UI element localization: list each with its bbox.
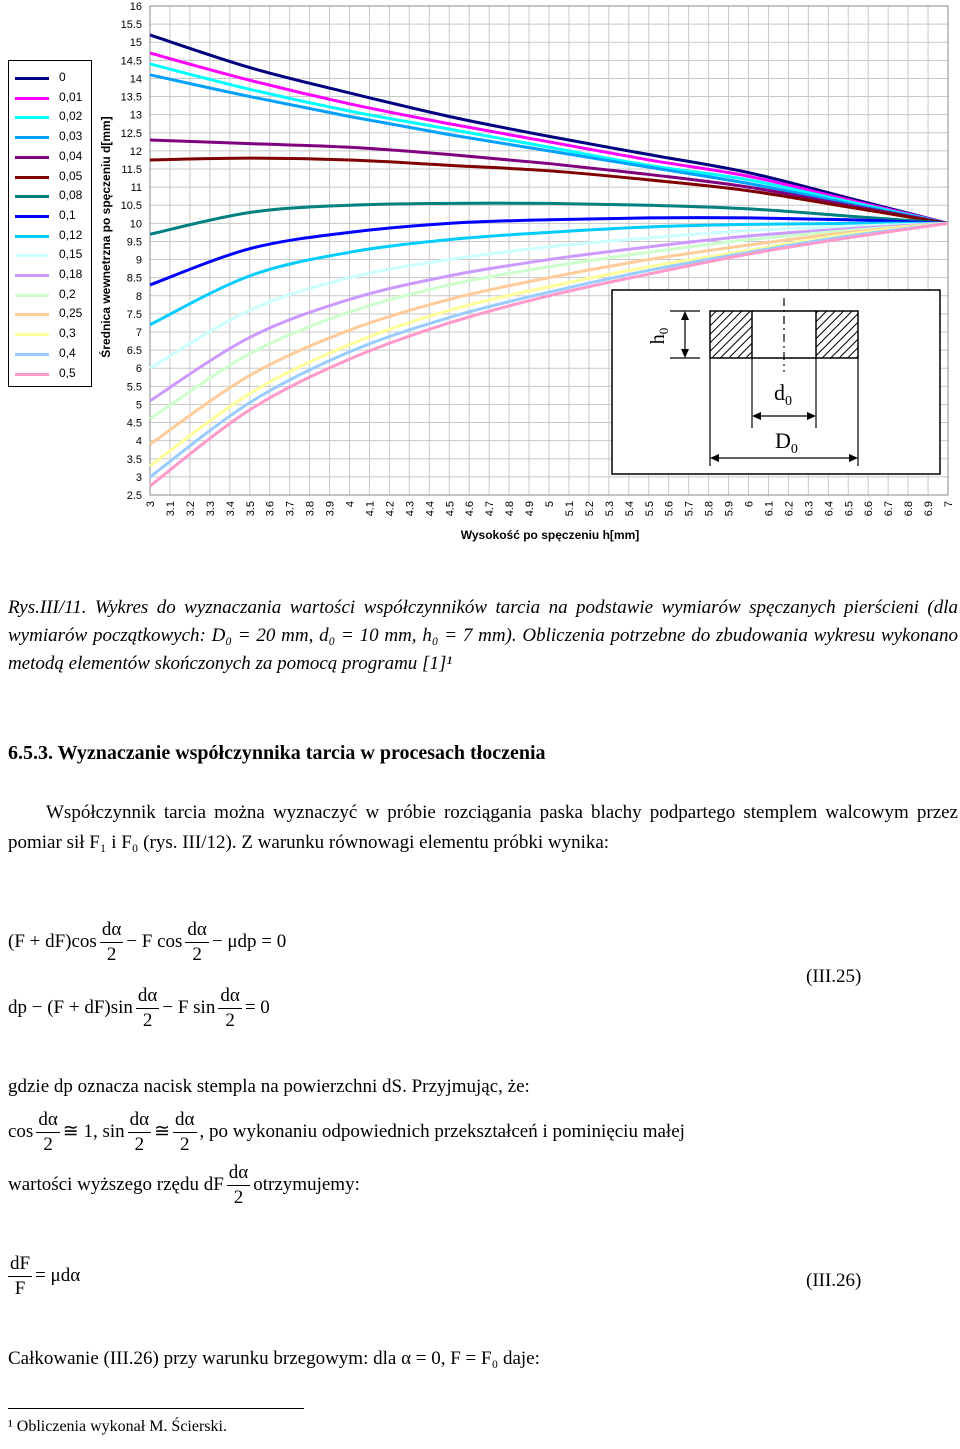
legend-swatch	[15, 176, 49, 179]
x-tick-label: 5.4	[623, 501, 636, 517]
figure-caption: Rys.III/11. Wykres do wyznaczania wartości współczynników tarcia na podstawie wymiarów spęczanych pierścieni (dla wymiarów początkowych: D₀ = 20 mm, d₀ = 10 mm, h₀ = 7 mm). Obliczenia potrzebne do zbudowania wykresu wykonano metodą elementów skończonych za pomocą programu [1]¹	[8, 597, 958, 674]
x-tick-label: 4.2	[384, 501, 397, 517]
paragraph-integration: Całkowanie (III.26) przy warunku brzegowym: dla α = 0, F = F₀ daje:	[8, 1348, 540, 1369]
D0-label: $D_0$	[775, 428, 798, 457]
legend-item	[15, 246, 91, 266]
y-tick-label: 6.5	[126, 345, 142, 358]
h0-label: $h_0$	[647, 327, 671, 345]
x-tick-label: 5.1	[563, 501, 576, 517]
legend-label: 0,4	[59, 345, 76, 360]
legend-item	[15, 345, 91, 365]
x-tick-label: 6.2	[783, 501, 796, 517]
x-tick-label: 6.9	[923, 501, 936, 517]
y-tick-label: 4	[135, 435, 142, 448]
paragraph-assumptions: gdzie dp oznacza nacisk stempla na powierzchni dS. Przyjmując, że: cos $\frac{d\alpha}{2}$ ≅ 1, sin $\frac{d\alpha}{2}$ ≅ $\frac{d\alpha}{2}$ , po wykonaniu odpowiednich przekształceń i pominięciu małej wartości wyższego rzędu dF $\frac{d\alpha}{2}$ otrzymujemy:	[8, 1076, 685, 1208]
legend-label: 0,5	[59, 365, 76, 380]
x-tick-label: 4.8	[504, 501, 517, 517]
x-tick-label: 3.2	[184, 501, 197, 517]
legend-item	[15, 266, 91, 286]
y-tick-label: 12.5	[120, 127, 142, 140]
legend-swatch	[15, 156, 49, 159]
legend-swatch	[15, 97, 49, 100]
x-tick-label: 3.8	[304, 501, 317, 517]
legend-item	[15, 325, 91, 345]
friction-chart	[0, 0, 960, 560]
legend-swatch	[15, 77, 49, 80]
legend-label: 0,01	[59, 89, 83, 104]
y-axis-label: Średnica wewnetrzna po spęczeniu d[mm]	[99, 116, 113, 358]
legend-item	[15, 305, 91, 325]
legend-item	[15, 365, 91, 385]
y-tick-label: 6	[135, 363, 142, 376]
x-tick-label: 4.3	[404, 501, 417, 517]
x-tick-label: 4.4	[424, 501, 437, 517]
legend-label: 0,08	[59, 188, 83, 203]
equation-number-25: (III.25)	[806, 966, 862, 987]
legend-label: 0,25	[59, 306, 83, 321]
x-tick-label: 4.7	[484, 501, 497, 517]
x-tick-label: 3.6	[264, 501, 277, 517]
y-tick-label: 8	[135, 290, 142, 303]
legend-label: 0,02	[59, 109, 83, 124]
legend-label: 0,18	[59, 267, 83, 281]
y-tick-label: 13.5	[120, 91, 142, 104]
x-axis-label: Wysokość po spęczeniu h[mm]	[460, 528, 640, 542]
y-tick-label: 16	[129, 1, 142, 13]
y-tick-label: 9.5	[126, 236, 142, 249]
x-tick-label: 5.5	[643, 501, 656, 517]
x-tick-label: 5	[544, 501, 556, 508]
paragraph-intro: Współczynnik tarcia można wyznaczyć w próbie rozciągania paska blachy podpartego stemplem walcowym przez pomiar sił F₁ i F₀ (rys. III/12). Z warunku równowagi elementu próbki wynika:	[8, 802, 958, 853]
x-tick-label: 5.7	[683, 501, 696, 517]
equation-26: $\frac{dF}{F}$ = μdα	[10, 1253, 81, 1299]
legend-label: 0,12	[59, 227, 83, 242]
x-tick-label: 6.3	[803, 501, 816, 517]
y-tick-label: 14	[129, 73, 142, 86]
x-tick-label: 6.7	[883, 501, 896, 517]
equation-25-line1: (F + dF)cos $\frac{d\alpha}{2}$ − F cos $\frac{d\alpha}{2}$ − μdp = 0	[8, 919, 287, 965]
x-tick-label: 3.3	[204, 501, 217, 517]
y-tick-label: 10	[129, 218, 142, 231]
legend-label: 0	[59, 70, 66, 84]
y-tick-label: 10.5	[120, 200, 142, 213]
legend-swatch	[15, 294, 49, 297]
legend-swatch	[15, 333, 49, 336]
chart-legend	[8, 60, 92, 387]
legend-swatch	[15, 136, 49, 139]
y-tick-label: 9	[135, 254, 142, 267]
equation-number-26: (III.26)	[806, 1270, 862, 1291]
x-tick-label: 3.1	[164, 501, 177, 517]
legend-item	[15, 108, 91, 128]
legend-item	[15, 89, 91, 109]
legend-item	[15, 187, 91, 207]
x-tick-label: 5.6	[663, 501, 676, 517]
y-tick-label: 3.5	[126, 453, 142, 466]
x-tick-label: 4.1	[364, 501, 377, 517]
ring-diagram-inset	[612, 290, 940, 474]
legend-label: 0,03	[59, 129, 83, 144]
x-tick-label: 4.6	[464, 501, 477, 517]
y-tick-label: 14.5	[120, 55, 142, 68]
equation-25-line2: dp − (F + dF)sin $\frac{d\alpha}{2}$ − F sin $\frac{d\alpha}{2}$ = 0	[8, 985, 270, 1031]
x-tick-label: 6	[743, 501, 756, 508]
x-tick-label: 4	[344, 501, 357, 508]
legend-item	[15, 286, 91, 306]
legend-swatch	[15, 215, 49, 218]
x-tick-label: 3.9	[324, 501, 337, 517]
x-tick-label: 6.6	[863, 501, 876, 517]
y-tick-label: 3	[135, 471, 142, 484]
chart-svg	[0, 0, 960, 560]
legend-item	[15, 227, 91, 247]
legend-label: 0,05	[59, 168, 83, 183]
y-tick-label: 7	[135, 327, 142, 339]
x-tick-label: 6.5	[843, 501, 856, 517]
x-tick-label: 5.9	[723, 501, 736, 517]
legend-swatch	[15, 254, 49, 257]
x-tick-label: 5.3	[603, 501, 616, 517]
x-tick-label: 6.1	[763, 501, 776, 517]
x-tick-label: 5.8	[703, 501, 716, 517]
y-tick-label: 8.5	[126, 272, 142, 285]
legend-label: 0,3	[59, 326, 76, 341]
x-tick-label: 3.4	[224, 501, 237, 517]
legend-item	[15, 69, 91, 89]
legend-label: 0,15	[59, 247, 83, 262]
legend-swatch	[15, 353, 49, 356]
legend-swatch	[15, 195, 49, 198]
legend-item	[15, 168, 91, 188]
footnote-divider	[8, 1408, 304, 1409]
legend-item	[15, 148, 91, 168]
d0-label: $d_0$	[774, 380, 792, 409]
legend-swatch	[15, 313, 49, 316]
y-tick-label: 11	[130, 182, 142, 195]
y-tick-label: 2.5	[126, 490, 142, 502]
legend-item	[15, 128, 91, 148]
y-tick-label: 13	[129, 109, 142, 122]
y-tick-label: 12	[129, 145, 142, 158]
ring-section-right	[816, 311, 858, 358]
y-tick-label: 5.5	[126, 381, 142, 394]
legend-swatch	[15, 373, 49, 376]
y-tick-label: 4.5	[126, 417, 142, 430]
ring-section-left	[710, 311, 752, 358]
x-tick-label: 4.9	[524, 501, 537, 517]
legend-swatch	[15, 235, 49, 238]
x-tick-label: 5.2	[583, 501, 596, 517]
section-title: 6.5.3. Wyznaczanie współczynnika tarcia w procesach tłoczenia	[8, 742, 546, 764]
x-tick-label: 3.5	[244, 501, 257, 517]
legend-label: 0,04	[59, 148, 83, 163]
legend-label: 0,2	[59, 286, 76, 301]
y-tick-label: 7.5	[126, 308, 142, 321]
x-tick-label: 7	[943, 501, 955, 508]
x-tick-label: 3.7	[284, 501, 297, 517]
x-tick-label: 6.8	[903, 501, 916, 517]
x-tick-label: 4.5	[444, 501, 457, 517]
x-tick-label: 6.4	[823, 501, 836, 517]
legend-swatch	[15, 116, 49, 119]
y-tick-label: 11.5	[121, 164, 142, 176]
y-tick-label: 5	[135, 399, 142, 412]
legend-label: 0,1	[59, 207, 76, 222]
x-tick-label: 3	[145, 501, 157, 508]
legend-item	[15, 207, 91, 227]
y-tick-label: 15.5	[120, 19, 142, 32]
y-tick-label: 15	[129, 37, 142, 50]
footnote: ¹ Obliczenia wykonał M. Ścierski.	[8, 1418, 227, 1435]
legend-swatch	[15, 274, 49, 277]
